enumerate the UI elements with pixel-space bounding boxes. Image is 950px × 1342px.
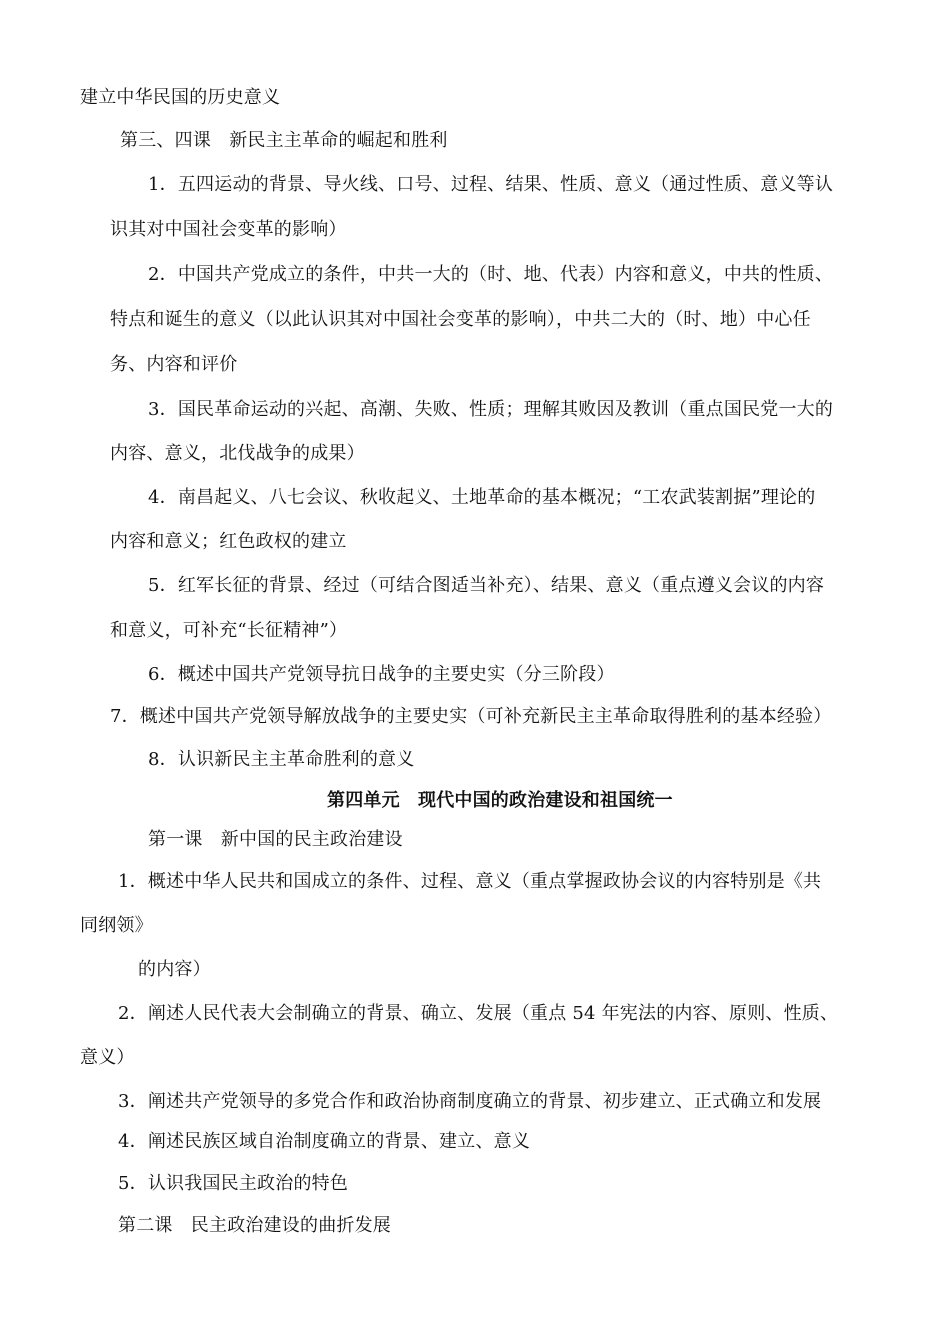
lesson-two-heading: 第二课 民主政治建设的曲折发展: [118, 1215, 391, 1236]
item-8: 8．认识新民主主革命胜利的意义: [148, 749, 415, 770]
unit4-item-1-line-3: 的内容）: [138, 959, 211, 980]
item-5-line-1: 5．红军长征的背景、经过（可结合图适当补充）、结果、意义（重点遵义会议的内容: [148, 575, 825, 596]
text-line-1: 建立中华民国的历史意义: [80, 87, 281, 108]
unit4-item-5: 5．认识我国民主政治的特色: [118, 1173, 349, 1194]
unit4-item-1-line-1: 1．概述中华人民共和国成立的条件、过程、意义（重点掌握政协会议的内容特别是《共: [118, 871, 822, 892]
item-1-line-1: 1．五四运动的背景、导火线、口号、过程、结果、性质、意义（通过性质、意义等认: [148, 174, 834, 195]
unit4-item-2-line-1: 2．阐述人民代表大会制确立的背景、确立、发展（重点 54 年宪法的内容、原则、性质、: [118, 1003, 839, 1024]
lesson-one-heading: 第一课 新中国的民主政治建设: [148, 829, 403, 850]
item-3-line-1: 3．国民革命运动的兴起、高潮、失败、性质；理解其败因及教训（重点国民党一大的: [148, 399, 834, 420]
unit4-item-3: 3．阐述共产党领导的多党合作和政治协商制度确立的背景、初步建立、正式确立和发展: [118, 1091, 822, 1112]
item-4-line-2: 内容和意义；红色政权的建立: [110, 531, 347, 552]
item-4-line-1: 4．南昌起义、八七会议、秋收起义、土地革命的基本概况；“工农武装割据”理论的: [148, 487, 816, 508]
item-2-line-1: 2．中国共产党成立的条件，中共一大的（时、地、代表）内容和意义，中共的性质、: [148, 264, 834, 285]
item-2-line-3: 务、内容和评价: [110, 354, 238, 375]
unit4-item-2-line-2: 意义）: [80, 1047, 135, 1068]
unit4-item-4: 4．阐述民族区域自治制度确立的背景、建立、意义: [118, 1131, 531, 1152]
item-7: 7．概述中国共产党领导解放战争的主要史实（可补充新民主主革命取得胜利的基本经验）: [110, 706, 832, 727]
item-3-line-2: 内容、意义，北伐战争的成果）: [110, 443, 365, 464]
item-1-line-2: 识其对中国社会变革的影响）: [110, 219, 347, 240]
item-2-line-2: 特点和诞生的意义（以此认识其对中国社会变革的影响），中共二大的（时、地）中心任: [110, 309, 811, 330]
lesson-heading-3-4: 第三、四课 新民主主革命的崛起和胜利: [120, 130, 448, 151]
unit4-item-1-line-2: 同纲领》: [80, 915, 153, 936]
item-6: 6．概述中国共产党领导抗日战争的主要史实（分三阶段）: [148, 664, 615, 685]
item-5-line-2: 和意义，可补充“长征精神”）: [110, 620, 348, 641]
unit-four-heading: 第四单元 现代中国的政治建设和祖国统一: [327, 790, 673, 811]
